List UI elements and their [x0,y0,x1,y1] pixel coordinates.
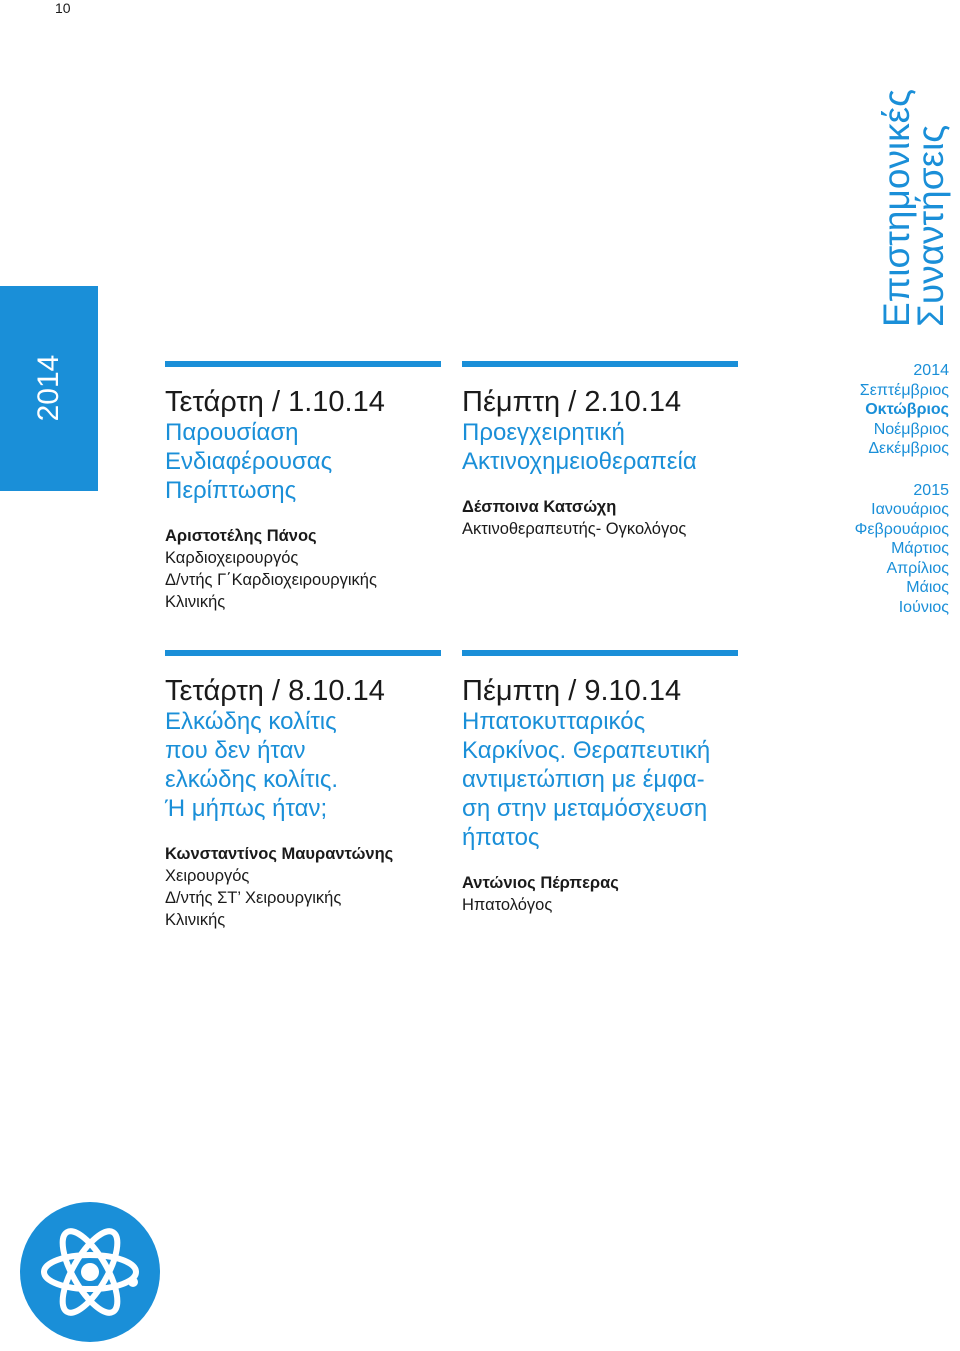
speaker-role-line: Χειρουργός [165,867,250,885]
event-card [165,650,441,931]
event-title-line: Παρουσίαση [165,419,299,446]
month-item: Φεβρουάριος [854,520,949,538]
event-title [165,418,441,505]
event-title-line: που δεν ήταν [165,737,306,764]
event-card [462,650,762,916]
event-title-line: ελκώδης κολίτις. [165,766,339,793]
event-title-line: Προεγχειρητική [462,419,625,446]
speaker-name: Αντώνιος Πέρπερας [462,874,619,892]
science-badge [20,1202,160,1342]
page-number: 10 [55,0,71,16]
event-title-line: Ενδιαφέρουσας [165,448,333,475]
month-item: Ιανουάριος [871,501,949,518]
event-title [462,418,738,476]
speaker-name: Αριστοτέλης Πάνος [165,527,317,545]
calendar-year: 2015 [913,481,949,499]
month-item: Μάιος [906,579,949,596]
month-item: Ιούνιος [898,598,949,616]
event-card [165,361,441,613]
card-divider [462,650,738,656]
section-heading-line: Συναντήσεις [910,124,951,327]
section-heading-line: Επιστημονικές [876,89,917,327]
month-item-active: Οκτώβριος [865,401,949,418]
event-date: Πέμπτη / 9.10.14 [462,675,682,707]
event-title-line: Ηπατοκυτταρικός [462,708,646,735]
event-title-line: ήπατος [462,824,540,851]
month-item: Νοέμβριος [873,420,949,438]
year-tab [0,286,98,491]
event-title-line: αντιμετώπιση με έμφα- [462,766,705,793]
event-title-line: ση στην μεταμόσχευση [462,795,708,822]
card-divider [165,361,441,367]
speaker-name: Δέσποινα Κατσώχη [462,498,617,516]
event-title-line: Ακτινοχημειοθεραπεία [462,448,697,475]
speaker-role [462,894,762,916]
event-date: Τετάρτη / 1.10.14 [165,386,385,418]
speaker-role-line: Κλινικής [165,911,226,929]
speaker-role-line: Καρδιοχειρουργός [165,549,299,567]
month-item: Μάρτιος [891,540,949,557]
event-title-line: Ή μήπως ήταν; [165,795,328,822]
event-title-line: Καρκίνος. Θεραπευτική [462,737,711,764]
speaker-role [165,865,441,931]
event-title-line: Περίπτωσης [165,477,297,504]
speaker-role-line: Ηπατολόγος [462,896,553,914]
event-title-line: Ελκώδης κολίτις [165,708,337,735]
speaker-role [165,547,441,613]
section-heading [876,89,951,327]
event-title [165,707,441,823]
speaker-role-line: Ακτινοθεραπευτής- Ογκολόγος [462,520,687,538]
month-index [855,361,949,617]
month-item: Απρίλιος [886,559,949,577]
month-item: Σεπτέμβριος [859,381,949,399]
event-title [462,707,762,852]
speaker-role-line: Δ/ντής ΣΤ’ Χειρουργικής [165,889,342,907]
calendar-year: 2014 [913,362,949,379]
month-item: Δεκέμβριος [868,440,949,457]
speaker-role-line: Κλινικής [165,593,226,611]
atom-icon [20,1202,160,1342]
card-divider [165,650,441,656]
speaker-name: Κωνσταντίνος Μαυραντώνης [165,845,394,863]
event-date: Πέμπτη / 2.10.14 [462,386,682,418]
card-divider [462,361,738,367]
event-card [462,361,738,540]
speaker-role [462,518,738,540]
event-date: Τετάρτη / 8.10.14 [165,675,385,707]
year-tab-label: 2014 [32,354,65,422]
speaker-role-line: Δ/ντής Γ΄Καρδιοχειρουργικής [165,571,377,589]
